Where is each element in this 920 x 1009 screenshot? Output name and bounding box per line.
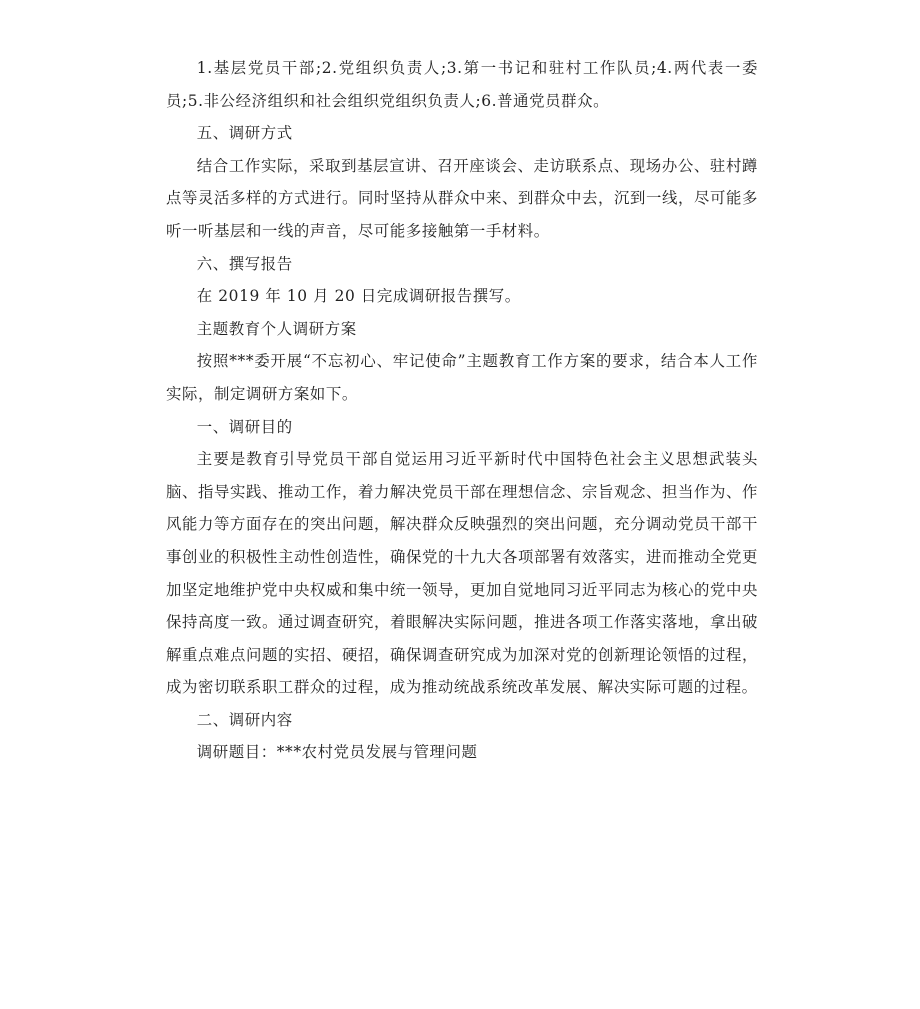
section-heading-report: 六、撰写报告 [196,254,293,273]
research-topic-paragraph: 调研题目：***农村党员发展与管理问题 [196,743,478,762]
document-subtitle: 主题教育个人调研方案 [196,319,357,338]
audience-list-paragraph: 1.基层党员干部;2.党组织负责人;3.第一书记和驻村工作队员;4.两代表一委员;5.非公经济组织和社会组织党组织负责人;6.普通党员群众。 [166,59,758,110]
section-heading-content: 二、调研内容 [196,710,293,729]
section-heading-purpose: 一、调研目的 [196,417,293,436]
section-heading-method: 五、调研方式 [196,124,293,143]
purpose-paragraph: 主要是教育引导党员干部自觉运用习近平新时代中国特色社会主义思想武装头脑、指导实践、推动工作，着力解决党员干部在理想信念、宗旨观念、担当作为、作风能力等方面存在的突出问题，解决群众反映强烈的突出问题，充分调动党员干部干事创业的积极性主动性创造性，确保党的十九大各项部署有效落实，进而推动全党更加坚定地维护党中央权威和集中统一领导，更加自觉地同习近平同志为核心的党中央保持高度一致。通过调查研究，着眼解决实际问题，推进各项工作落实落地，拿出破解重点难点问题的实招、硬招，确保调查研究成为加深对党的创新理论领悟的过程，成为密切联系职工群众的过程，成为推动统战系统改革发展、解决实际可题的过程。 [166,450,758,697]
intro-paragraph: 按照***委开展“不忘初心、牢记使命”主题教育工作方案的要求，结合本人工作实际，制定调研方案如下。 [166,352,758,403]
report-date-paragraph: 在 2019 年 10 月 20 日完成调研报告撰写。 [196,287,521,306]
method-paragraph: 结合工作实际，采取到基层宣讲、召开座谈会、走访联系点、现场办公、驻村蹲点等灵活多样的方式进行。同时坚持从群众中来、到群众中去，沉到一线，尽可能多听一听基层和一线的声音，尽可能多接触第一手材料。 [166,156,758,240]
document-page [166,52,758,769]
